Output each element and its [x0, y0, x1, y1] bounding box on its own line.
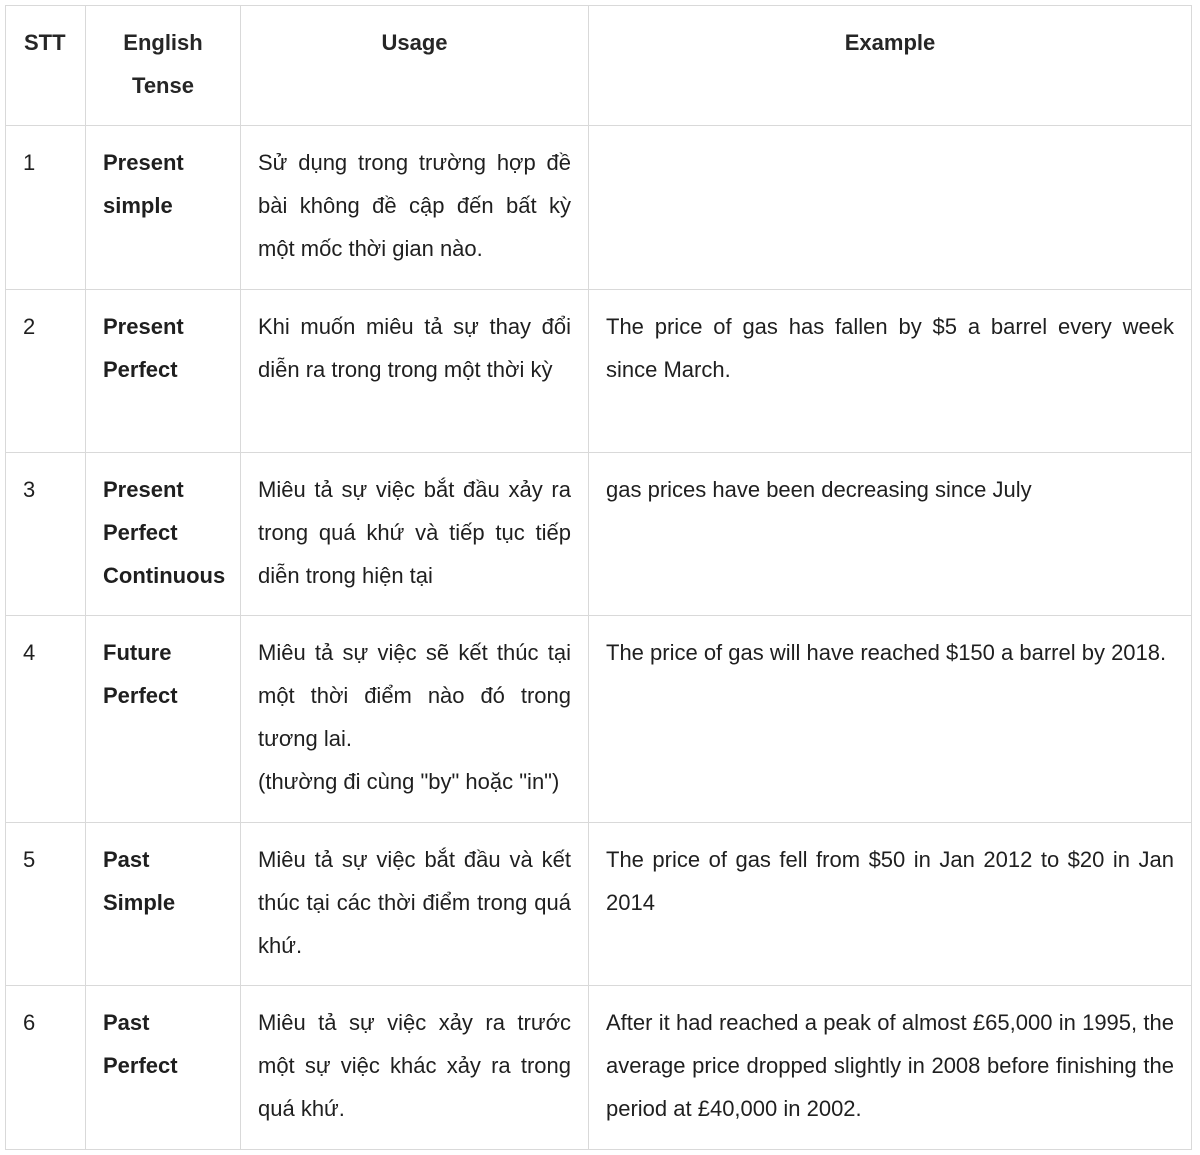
row-usage: Miêu tả sự việc xảy ra trước một sự việc khác xảy ra trong quá khứ. — [241, 986, 589, 1150]
table-row — [6, 453, 1192, 616]
row-stt: 6 — [6, 986, 86, 1150]
header-english-tense-line2: Tense — [132, 73, 194, 98]
row-usage: Miêu tả sự việc bắt đầu và kết thúc tại các thời điểm trong quá khứ. — [241, 823, 589, 986]
header-english-tense-line1: English — [123, 30, 203, 55]
table-row — [6, 823, 1192, 986]
header-usage: Usage — [241, 6, 589, 126]
row-stt: 2 — [6, 290, 86, 453]
row-tense: Future Perfect — [86, 616, 241, 823]
row-stt: 5 — [6, 823, 86, 986]
row-example: The price of gas fell from $50 in Jan 2012 to $20 in Jan 2014 — [589, 823, 1192, 986]
row-example: After it had reached a peak of almost £65,000 in 1995, the average price dropped slightly in 2008 before finishing the period at £40,000 in 2002. — [589, 986, 1192, 1150]
row-example — [589, 126, 1192, 290]
table-row — [6, 126, 1192, 290]
table-row — [6, 986, 1192, 1150]
header-english-tense — [86, 6, 241, 126]
tense-table-container — [5, 5, 1191, 1150]
row-example: The price of gas will have reached $150 a barrel by 2018. — [589, 616, 1192, 823]
header-stt: STT — [6, 6, 86, 126]
row-usage: Khi muốn miêu tả sự thay đổi diễn ra trong trong một thời kỳ — [241, 290, 589, 453]
table-header-row — [6, 6, 1192, 126]
row-tense: Past Simple — [86, 823, 241, 986]
row-example: gas prices have been decreasing since July — [589, 453, 1192, 616]
tense-table — [5, 5, 1192, 1150]
row-usage: Miêu tả sự việc sẽ kết thúc tại một thời điểm nào đó trong tương lai. — [258, 640, 571, 751]
row-tense: Present simple — [86, 126, 241, 290]
row-usage: Miêu tả sự việc bắt đầu xảy ra trong quá khứ và tiếp tục tiếp diễn trong hiện tại — [241, 453, 589, 616]
row-tense: Present Perfect — [86, 290, 241, 453]
row-usage: Sử dụng trong trường hợp đề bài không đề cập đến bất kỳ một mốc thời gian nào. — [241, 126, 589, 290]
row-stt: 3 — [6, 453, 86, 616]
row-tense: Past Perfect — [86, 986, 241, 1150]
row-tense: Present Perfect Continuous — [86, 453, 241, 616]
row-example: The price of gas has fallen by $5 a barrel every week since March. — [589, 290, 1192, 453]
row-usage-note: (thường đi cùng "by" hoặc "in") — [258, 769, 560, 794]
row-usage-cell — [241, 616, 589, 823]
table-row — [6, 290, 1192, 453]
row-stt: 4 — [6, 616, 86, 823]
table-row — [6, 616, 1192, 823]
header-example: Example — [589, 6, 1192, 126]
row-stt: 1 — [6, 126, 86, 290]
